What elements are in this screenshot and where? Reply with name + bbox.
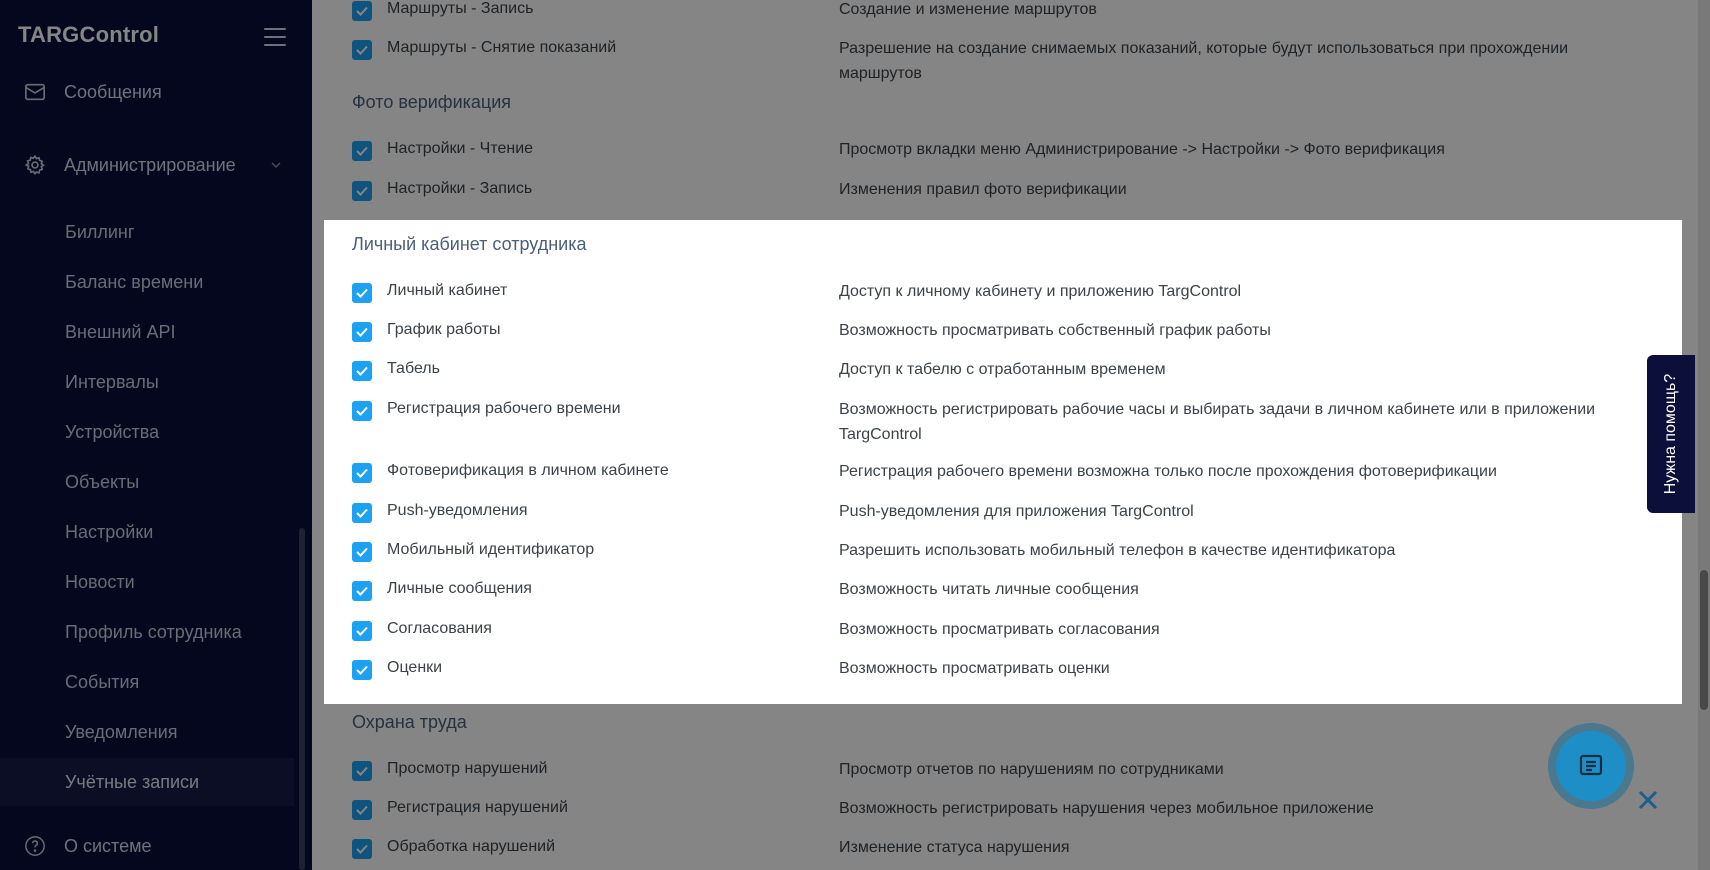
permission-description: Просмотр вкладки меню Администрирование -> Настройки -> Фото верификация bbox=[839, 141, 1445, 158]
question-circle-icon bbox=[24, 835, 46, 857]
permission-description: Возможность регистрировать рабочие часы и выбирать задачи в личном кабинете или в приложении TargControl bbox=[839, 401, 1596, 443]
sidebar-item-news[interactable]: Новости bbox=[65, 571, 135, 592]
permission-checkbox[interactable] bbox=[352, 181, 372, 201]
permission-description: Доступ к личному кабинету и приложению TargControl bbox=[839, 283, 1242, 300]
permission-description: Регистрация рабочего времени возможна только после прохождения фотоверификации bbox=[839, 463, 1497, 480]
sidebar-item-settings[interactable]: Настройки bbox=[65, 521, 154, 542]
hamburger-menu-icon[interactable] bbox=[264, 28, 286, 46]
permission-name: График работы bbox=[387, 321, 501, 338]
sidebar-item-objects[interactable]: Объекты bbox=[65, 471, 140, 492]
section-title-photo: Фото верификация bbox=[352, 92, 512, 112]
permission-name: Регистрация рабочего времени bbox=[387, 400, 621, 417]
permission-name: Просмотр нарушений bbox=[387, 760, 548, 777]
app-logo: TARGControl bbox=[18, 22, 160, 47]
permission-checkbox[interactable] bbox=[352, 839, 372, 859]
permission-checkbox[interactable] bbox=[352, 322, 372, 342]
permission-checkbox[interactable] bbox=[352, 401, 372, 421]
section-title-cabinet: Личный кабинет сотрудника bbox=[352, 234, 587, 254]
permission-checkbox[interactable] bbox=[352, 660, 372, 680]
permission-name: Табель bbox=[387, 360, 440, 377]
permission-description: Изменение статуса нарушения bbox=[839, 839, 1070, 856]
main-scrollbar-track[interactable] bbox=[1698, 0, 1710, 870]
permission-checkbox[interactable] bbox=[352, 581, 372, 601]
permission-description: Разрешить использовать мобильный телефон в качестве идентификатора bbox=[839, 542, 1396, 559]
chevron-down-icon bbox=[270, 159, 282, 171]
permission-name: Оценки bbox=[387, 659, 443, 676]
permission-description: Возможность просматривать оценки bbox=[839, 660, 1110, 677]
permission-checkbox[interactable] bbox=[352, 761, 372, 781]
gear-icon bbox=[24, 154, 46, 176]
permission-checkbox[interactable] bbox=[352, 40, 372, 60]
permission-name: Фотоверификация в личном кабинете bbox=[387, 462, 669, 479]
chat-icon bbox=[1578, 753, 1604, 779]
sidebar-item-billing[interactable]: Биллинг bbox=[65, 221, 135, 242]
permission-name: Push-уведомления bbox=[387, 502, 528, 519]
permission-description: Возможность просматривать собственный график работы bbox=[839, 322, 1271, 339]
permission-checkbox[interactable] bbox=[352, 542, 372, 562]
permission-name: Маршруты - Запись bbox=[387, 0, 534, 17]
permission-name: Регистрация нарушений bbox=[387, 799, 568, 816]
sidebar-item-messages[interactable] bbox=[0, 68, 300, 116]
sidebar bbox=[0, 0, 312, 870]
permission-description: Изменения правил фото верификации bbox=[839, 181, 1127, 198]
sidebar-scrollbar[interactable] bbox=[299, 528, 305, 870]
permission-checkbox[interactable] bbox=[352, 621, 372, 641]
help-tab-label: Нужна помощь? bbox=[1662, 373, 1679, 495]
permission-checkbox[interactable] bbox=[352, 1, 372, 21]
permission-name: Личные сообщения bbox=[387, 580, 532, 597]
permission-description: Разрешение на создание снимаемых показаний, которые будут использоваться при прохождении маршрутов bbox=[839, 40, 1569, 82]
permissions-panel bbox=[312, 0, 1698, 870]
sidebar-item-employee-profile[interactable]: Профиль сотрудника bbox=[65, 621, 242, 642]
permission-description: Push-уведомления для приложения TargControl bbox=[839, 503, 1194, 520]
permission-checkbox[interactable] bbox=[352, 361, 372, 381]
sidebar-item-time-balance[interactable]: Баланс времени bbox=[65, 271, 204, 292]
permission-description: Возможность регистрировать нарушения через мобильное приложение bbox=[839, 800, 1374, 817]
sidebar-item-devices[interactable]: Устройства bbox=[65, 421, 160, 442]
sidebar-item-admin[interactable] bbox=[0, 141, 300, 189]
sidebar-item-accounts[interactable]: Учётные записи bbox=[0, 758, 294, 806]
sidebar-item-events[interactable]: События bbox=[65, 671, 140, 692]
permission-name: Настройки - Чтение bbox=[387, 140, 534, 157]
permission-description: Создание и изменение маршрутов bbox=[839, 1, 1097, 18]
permission-description: Возможность читать личные сообщения bbox=[839, 581, 1139, 598]
permission-name: Маршруты - Снятие показаний bbox=[387, 39, 617, 56]
sidebar-item-label: О системе bbox=[64, 835, 152, 856]
envelope-icon bbox=[24, 81, 46, 103]
permission-name: Мобильный идентификатор bbox=[387, 541, 595, 558]
permission-checkbox[interactable] bbox=[352, 800, 372, 820]
permission-name: Настройки - Запись bbox=[387, 180, 533, 197]
sidebar-item-label: Администрирование bbox=[64, 154, 236, 175]
sidebar-item-label: Сообщения bbox=[64, 81, 162, 102]
permission-checkbox[interactable] bbox=[352, 463, 372, 483]
help-tab[interactable] bbox=[1647, 355, 1695, 513]
sidebar-item-notifications[interactable]: Уведомления bbox=[65, 721, 178, 742]
permission-checkbox[interactable] bbox=[352, 283, 372, 303]
permission-description: Возможность просматривать согласования bbox=[839, 621, 1160, 638]
sidebar-item-intervals[interactable]: Интервалы bbox=[65, 371, 159, 392]
main-scrollbar-thumb[interactable] bbox=[1700, 570, 1708, 710]
permission-checkbox[interactable] bbox=[352, 141, 372, 161]
permission-description: Доступ к табелю с отработанным временем bbox=[839, 361, 1166, 378]
section-title-safety: Охрана труда bbox=[352, 712, 467, 732]
permission-name: Личный кабинет bbox=[387, 282, 508, 299]
sidebar-item-external-api[interactable]: Внешний API bbox=[65, 321, 176, 342]
permission-checkbox[interactable] bbox=[352, 503, 372, 523]
permission-name: Обработка нарушений bbox=[387, 838, 556, 855]
permission-description: Просмотр отчетов по нарушениям по сотрудниками bbox=[839, 761, 1224, 778]
close-icon[interactable] bbox=[1634, 786, 1662, 814]
sidebar-item-about[interactable] bbox=[0, 822, 300, 870]
permission-name: Согласования bbox=[387, 620, 492, 637]
chat-button[interactable] bbox=[1556, 731, 1626, 801]
